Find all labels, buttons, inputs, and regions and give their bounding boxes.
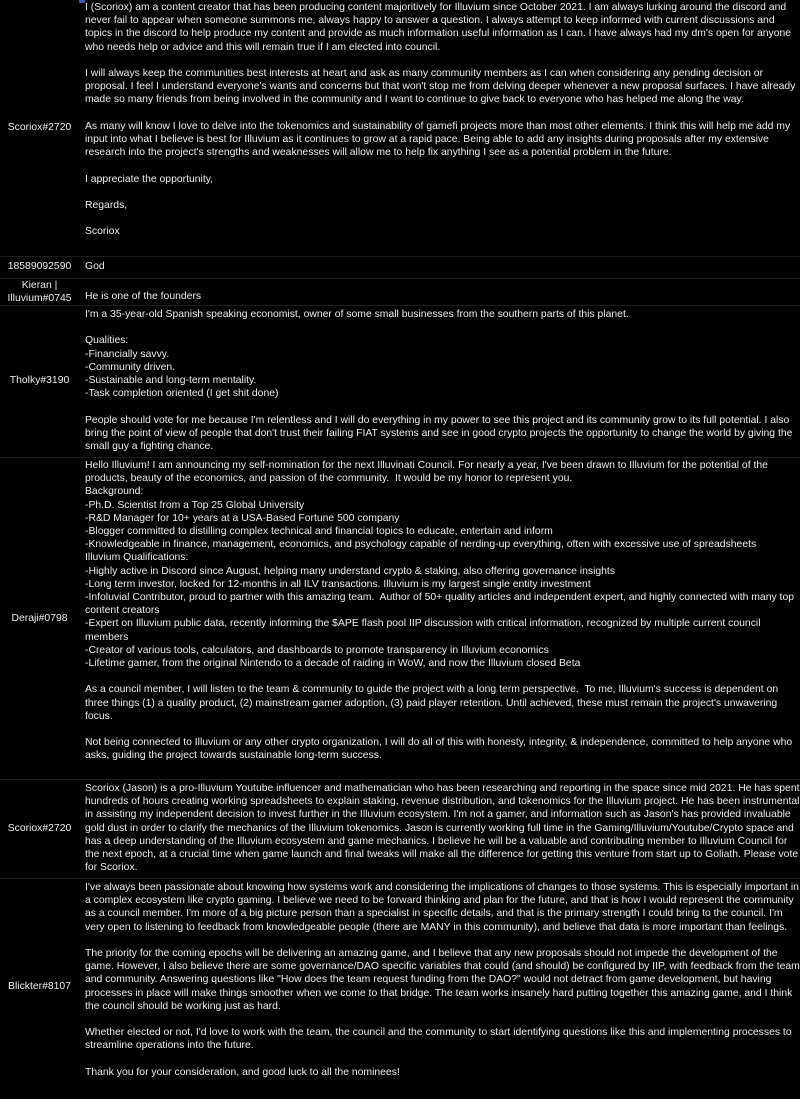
message-cell: Hello Illuvium! I am announcing my self-nomination for the next Illuvinati Council. For nearly a year, I've been drawn to Illuvium for the potential of the products, beauty of the economics, and passion of the community. It would be my honor to represent you. Background: -Ph.D. Scientist from a Top 25 Global University -R&D Manager for 10+ years at a USA-Based Fortune 500 company -Blogger committed to distilling complex technical and financial topics to educate, entertain and inform -Knowledgeable in finance, management, economics, and psychology capable of nerding-up everything, often with excessive use of spreadsheets Illuvium Qualifications: -Highly active in Discord since August, helping many understand crypto & staking, also offering governance insights -Long term investor, locked for 12-months in all ILV transactions. Illuvium is my largest single entity investment -Infoluvial Contributor, proud to partner with this amazing team. Author of 50+ quality articles and independent expert, and highly connected with many top content creators -Expert on Illuvium public data, recently informing the $APE flash pool IIP discussion with critical information, recognized by multiple current council members -Creator of various tools, calculators, and dashboards to promote transparency in Illuvium economics -Lifetime gamer, from the original Nintendo to a decade of raiding in WoW, and now the Illuvium closed Beta As a council member, I will listen to the team & community to guide the project with a long term perspective. To me, Illuvium's success is dependent on three things (1) a quality product, (2) mainstream gamer adoption, (3) paid player retention. Until achieved, these must remain the project's unwavering focus. Not being connected to Illuvium or any other crypto organization, I will do all of this with honesty, integrity, & independence, committed to help anyone who asks, guiding the project towards sustainable long-term success.	[85, 460, 795, 762]
author-cell: Deraji#0798	[11, 613, 68, 624]
table-row	[0, 780, 800, 878]
table-row	[0, 306, 800, 457]
message-cell: God	[85, 261, 105, 272]
author-cell: Tholky#3190	[9, 375, 70, 386]
message-cell: Scoriox (Jason) is a pro-Illuvium Youtube influencer and mathematician who has been researching and reporting in the space since mid 2021. He has spent hundreds of hours creating working spreadsheets to explain staking, revenue distribution, and tokenomics for the Illuvium project. He has been instrumental in assisting my independent decision to invest further in the Illuvium ecosystem. I'm not a gamer, and information such as Jason's has provided invaluable gold dust in order to clarify the mechanics of the Illuvium tokenomics. Jason is currently working full time in the Gaming/Illuvium/Youtube/Crypto space and has a deep understanding of the Illuvium ecosystem and game mechanics. I believe he will be a valuable and contributing member to Illuvium Council for the next epoch, at a crucial time when game launch and final tweaks will make all the difference for getting this venture from start up to Goliath. Please vote for Scoriox.	[85, 783, 800, 874]
message-cell: He is one of the founders	[85, 291, 202, 302]
table-row	[0, 458, 800, 779]
table-row	[0, 279, 800, 305]
table-row	[0, 879, 800, 1099]
message-cell: I'm a 35-year-old Spanish speaking economist, owner of some small businesses from the southern parts of this planet. Qualities: -Financially savvy. -Community driven. -Sustainable and long-term mentality. -Task completion oriented (I get shit done) People should vote for me because I'm relentless and I will do everything in my power to see this project and its community grow to its full potential. I also bring the point of view of people that don't trust their failing FIAT systems and see in good crypto projects the opportunity to change the world by giving the small guy a fighting chance.	[85, 309, 793, 453]
author-cell: Kieran | Illuvium#0745	[7, 280, 72, 305]
message-cell: I (Scoriox) am a content creator that has been producing content majoritively for Illuvium since October 2021. I am always lurking around the discord and never fail to appear when someone summons me, always happy to answer a question. I always attempt to keep informed with current discussions and topics in the discord to help produce my content and provide as much information useful information as I can. I have always had my dm's open for anyone who needs help or advice and this will remain true if I am elected into council. I will always keep the communities best interests at heart and ask as many community members as I can when considering any pending decision or proposal. I feel I understand everyone's wants and concerns but that won't stop me from delving deeper whenever a new proposal surfaces. I have already made so many friends from being involved in the community and I want to continue to give back to everyone who has helped me along the way. As many will know I love to delve into the tokenomics and sustainability of gamefi projects more than most other elements. I think this will help me add my input into what I believe is best for Illuvium as it continues to grow at a rapid pace. Being able to add any insights during proposals after my extensive research into the project's strengths and weaknesses will allow me to help fix anything I see as a potential problem in the future. I appreciate the opportunity, Regards, Scoriox	[85, 2, 796, 238]
message-cell: I've always been passionate about knowing how systems work and considering the implications of changes to those systems. This is especially important in a complex ecosystem like crypto gaming. I believe we need to be forward thinking and plan for the future, and that is how I would represent the community as a council member. I'm more of a big picture person than a specialist in specific details, and that is the primary strength I could bring to the council. I'm very open to listening to feedback from knowledgeable people (there are MANY in this community), and believe that data is more important than feelings. The priority for the coming epochs will be delivering an amazing game, and I believe that any new proposals should not impede the development of the game. However, I also believe there are some governance/DAO specific variables that could (and should) be configured by IIP, with feedback from the team and community. Answering questions like "How does the team request funding from the DAO?" would not detract from game development, but having processes in place will make things smoother when we come to that bridge. The team works insanely hard putting together this amazing game, and I think the council should be working just as hard. Whether elected or not, I'd love to work with the team, the council and the community to start identifying questions like this and implementing processes to streamline operations into the future. Thank you for your consideration, and good luck to all the nominees!	[85, 882, 800, 1078]
author-cell: 18589092590	[7, 261, 72, 272]
author-cell: Scoriox#2720	[7, 823, 72, 834]
table-row	[0, 0, 800, 256]
author-cell: Scoriox#2720	[7, 122, 72, 133]
table-row	[0, 257, 800, 278]
author-cell: Blickter#8107	[8, 981, 71, 992]
